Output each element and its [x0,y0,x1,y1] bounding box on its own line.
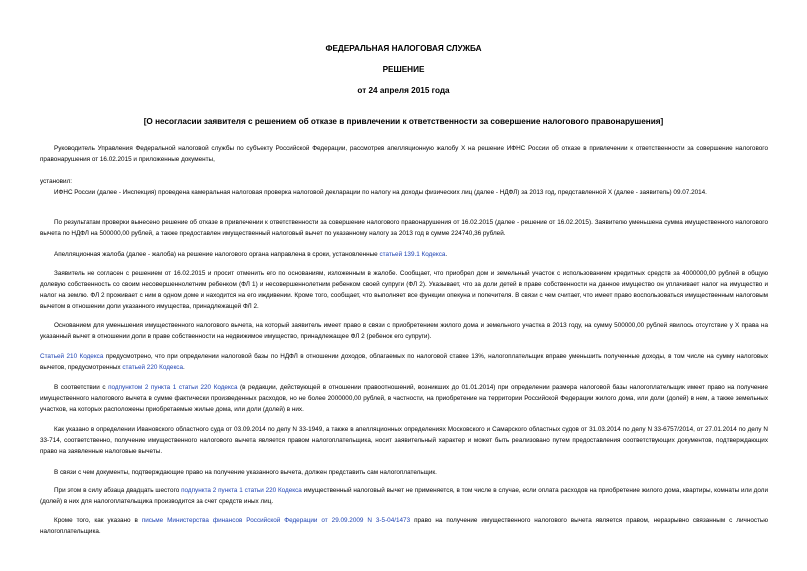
paragraph-other-persons [40,485,768,507]
paragraph-established [40,176,768,187]
paragraph-ministry-letter [40,515,768,537]
paragraph-documents-text: В связи с чем документы, подтверждающие право на получение указанного вычета, должен представить сам налогоплательщик. [54,469,437,476]
paragraph-documents [40,467,768,478]
paragraph-appeal-terms-text-a: Апелляционная жалоба (далее - жалоба) на решение налогового органа направлена в сроки, установленные [54,251,380,258]
paragraph-established-text: установил: [40,178,73,185]
paragraph-court-decisions [40,424,768,457]
paragraph-basis-text: Основанием для уменьшения имущественного налогового вычета, на который заявитель имеет право в связи с приобретением жилого дома и земельного участка в 2013 году, на сумму 500000,00 рублей явилось отсутствие у Х права на указанный вычет в отношении доли в праве собственности на недвижимое имущество, принадлежащее ФЛ 2 (ребенок его супруги). [40,322,768,340]
link-article-210[interactable]: Статьей 210 Кодекса [40,353,104,360]
link-subparagraph-2-article-220[interactable]: подпунктом 2 пункта 1 статьи 220 Кодекса [108,384,238,391]
paragraph-basis [40,320,768,342]
paragraph-inspection-text: ИФНС России (далее - Инспекция) проведена камеральная налоговая проверка налоговой декларации по налогу на доходы физических лиц (далее - НДФЛ) за 2013 год, представленной Х (далее - заявитель) 09.07.2014. [54,189,707,196]
paragraph-court-decisions-text: Как указано в определении Ивановского областного суда от 03.09.2014 по делу N 33-1949, а также в апелляционных определениях Московского и Самарского областных судов от 31.03.2014 по делу N 33-6757/2014, от 27.01.2014 по делу N 33-714, соответственно, получение имущественного налогового вычета является правом налогоплательщика, носит заявительный характер и может быть реализовано путем предоставления соответствующих документов, подтверждающих право на заявленные налоговые вычеты. [40,426,768,455]
link-ministry-of-finance-letter[interactable]: письме Министерства финансов Российской Федерации от 29.09.2009 N 3-5-04/1473 [141,517,411,524]
paragraph-appeal-terms [40,249,768,260]
paragraph-article-210 [40,351,768,373]
document-type: РЕШЕНИЕ [382,65,425,74]
paragraph-article-220-text-b: (в редакции, действующей в отношении правоотношений, возникших до 01.01.2014) при определении размера налоговой базы налогоплательщик имеет право на получение имущественного налогового вычета в сумме фактически произведенных расходов, но не более 2000000,00 рублей, в частности, на приобретение на территории Российской Федерации жилого дома, или доли (долей) в нем, а также земельных участков, на которых расположены приобретаемые жилые дома, или доли (долей) в них. [40,384,769,413]
link-subparagraph-2-article-220-second[interactable]: подпункта 2 пункта 1 статьи 220 Кодекса [181,487,302,494]
paragraph-article-210-text-b: . [183,364,185,371]
paragraph-ministry-letter-text-a: Кроме того, как указано в [54,517,142,524]
link-article-220[interactable]: статьей 220 Кодекса [122,364,184,371]
paragraph-inspection [40,187,768,198]
link-article-139-1[interactable]: статьей 139.1 Кодекса [379,251,446,258]
paragraph-intro [40,143,768,165]
paragraph-appeal-terms-text-b: . [445,251,448,258]
paragraph-other-persons-text-b: имущественный налоговый вычет не применяется, в том числе в случае, если оплата расходов на приобретение жилого дома, квартиры, комнаты или доли (долей) в них для налогоплательщика производится за счет средств иных лиц. [40,487,768,505]
paragraph-article-210-text-a: предусмотрено, что при определении налоговой базы по НДФЛ в отношении доходов, облагаемых по налоговой ставке 13%, налогоплательщик вправе уменьшить полученные доходы, в том числе на сумму налоговых вычетов, предусмотренных [40,353,769,371]
paragraph-disagreement [40,268,768,312]
paragraph-disagreement-text: Заявитель не согласен с решением от 16.02.2015 и просит отменить его по основаниям, изложенным в жалобе. Сообщает, что приобрел дом и земельный участок с использованием кредитных средств за 4000000,00 рублей в общую долевую собственность со своим несовершеннолетним ребенком (ФЛ 1) и несовершеннолетним ребенком своей супруги (ФЛ 2). Указывает, что за доли детей в праве собственности на данное имущество он уплачивает налог на имущество и налог на землю. ФЛ 2 проживает с ним в одном доме и находится на его иждивении. Кроме того, сообщает, что выполняет все функции опекуна и попечителя. В связи с чем считает, что имеет право воспользоваться имущественным налоговым вычетом в отношении доли указанного имущества, принадлежащей ФЛ 2. [40,270,768,310]
agency-title: ФЕДЕРАЛЬНАЯ НАЛОГОВАЯ СЛУЖБА [325,44,482,53]
paragraph-article-220 [40,382,768,415]
document-date: от 24 апреля 2015 года [357,86,450,95]
paragraph-intro-text: Руководитель Управления Федеральной налоговой службы по субъекту Российской Федерации, рассмотрев апелляционную жалобу Х на решение ИФНС России об отказе в привлечении к ответственности за совершение налогового правонарушения от 16.02.2015 и приложенные документы, [40,145,768,163]
paragraph-ministry-letter-text-b: право на получение имущественного налогового вычета является правом, неразрывно связанным с личностью налогоплательщика. [40,517,768,535]
document-subject: [О несогласии заявителя с решением об отказе в привлечении к ответственности за совершение налогового правонарушения] [143,117,664,126]
paragraph-article-220-text-a: В соответствии с [54,384,109,391]
paragraph-other-persons-text-a: При этом в силу абзаца двадцать шестого [54,487,182,494]
paragraph-results [40,217,768,239]
paragraph-results-text: По результатам проверки вынесено решение об отказе в привлечении к ответственности за совершение налогового правонарушения от 16.02.2015 (далее - решение от 16.02.2015). Заявителю уменьшена сумма имущественного налогового вычета по НДФЛ на 500000,00 рублей, а также предоставлен имущественный налоговый вычет по указанному налогу за 2013 год в сумме 224740,36 рублей. [40,219,768,237]
